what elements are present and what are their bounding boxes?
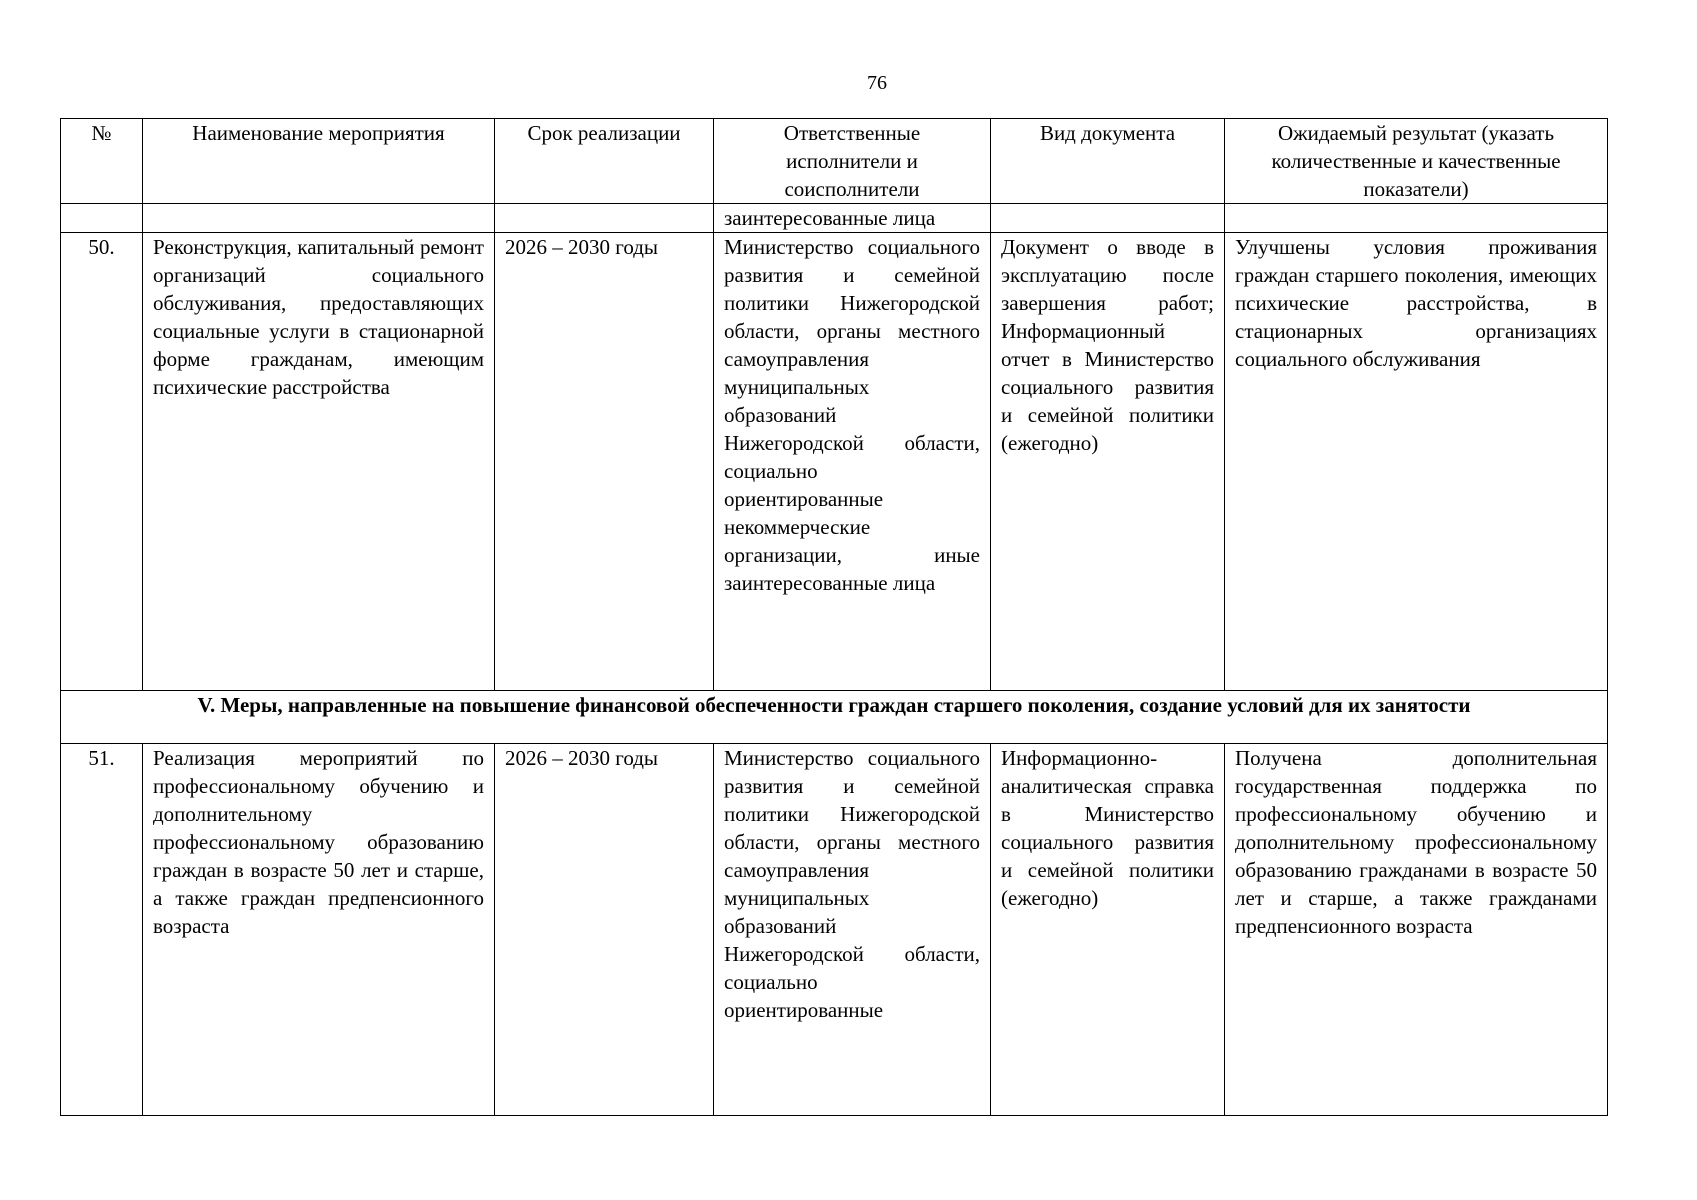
header-responsible: Ответственные исполнители и соисполнители (714, 119, 991, 204)
cell-document-type: Документ о вводе в эксплуатацию после завершения работ; Информационный отчет в Министерство социального развития и семейной политики (ежегодно) (991, 233, 1225, 691)
cell-responsible: заинтересованные лица (714, 204, 991, 233)
table-header-row (61, 119, 1608, 204)
cell-empty (495, 204, 714, 233)
table-row-continuation (61, 204, 1608, 233)
cell-empty (1225, 204, 1608, 233)
cell-expected-result: Получена дополнительная государственная поддержка по профессиональному обучению и дополнительному профессиональному образованию гражданами в возрасте 50 лет и старше, а также гражданами предпенсионного возраста (1225, 744, 1608, 1116)
cell-expected-result: Улучшены условия проживания граждан старшего поколения, имеющих психические расстройства, в стационарных организациях социального обслуживания (1225, 233, 1608, 691)
cell-empty (61, 204, 143, 233)
section-row (61, 691, 1608, 744)
header-document-type: Вид документа (991, 119, 1225, 204)
header-expected-result: Ожидаемый результат (указать количественные и качественные показатели) (1225, 119, 1608, 204)
cell-measure-name: Реализация мероприятий по профессиональному обучению и дополнительному профессиональному образованию граждан в возрасте 50 лет и старше, а также граждан предпенсионного возраста (143, 744, 495, 1116)
table-row-51 (61, 744, 1608, 1116)
cell-number: 51. (61, 744, 143, 1116)
cell-number: 50. (61, 233, 143, 691)
page-number: 76 (867, 72, 887, 94)
cell-measure-name: Реконструкция, капитальный ремонт организаций социального обслуживания, предоставляющих социальные услуги в стационарной форме гражданам, имеющим психические расстройства (143, 233, 495, 691)
cell-responsible: Министерство социального развития и семейной политики Нижегородской области, органы местного самоуправления муниципальных образований Нижегородской области, социально ориентированные (714, 744, 991, 1116)
section-title: V. Меры, направленные на повышение финансовой обеспеченности граждан старшего поколения, создание условий для их занятости (61, 691, 1608, 744)
cell-term: 2026 – 2030 годы (495, 233, 714, 691)
cell-term: 2026 – 2030 годы (495, 744, 714, 1116)
cell-empty (991, 204, 1225, 233)
cell-responsible: Министерство социального развития и семейной политики Нижегородской области, органы местного самоуправления муниципальных образований Нижегородской области, социально ориентированные некоммерческие организации, иные заинтересованные лица (714, 233, 991, 691)
measures-table (60, 118, 1608, 1116)
cell-document-type: Информационно-аналитическая справка в Министерство социального развития и семейной политики (ежегодно) (991, 744, 1225, 1116)
header-number: № (61, 119, 143, 204)
cell-empty (143, 204, 495, 233)
header-measure-name: Наименование мероприятия (143, 119, 495, 204)
table-row-50 (61, 233, 1608, 691)
header-term: Срок реализации (495, 119, 714, 204)
